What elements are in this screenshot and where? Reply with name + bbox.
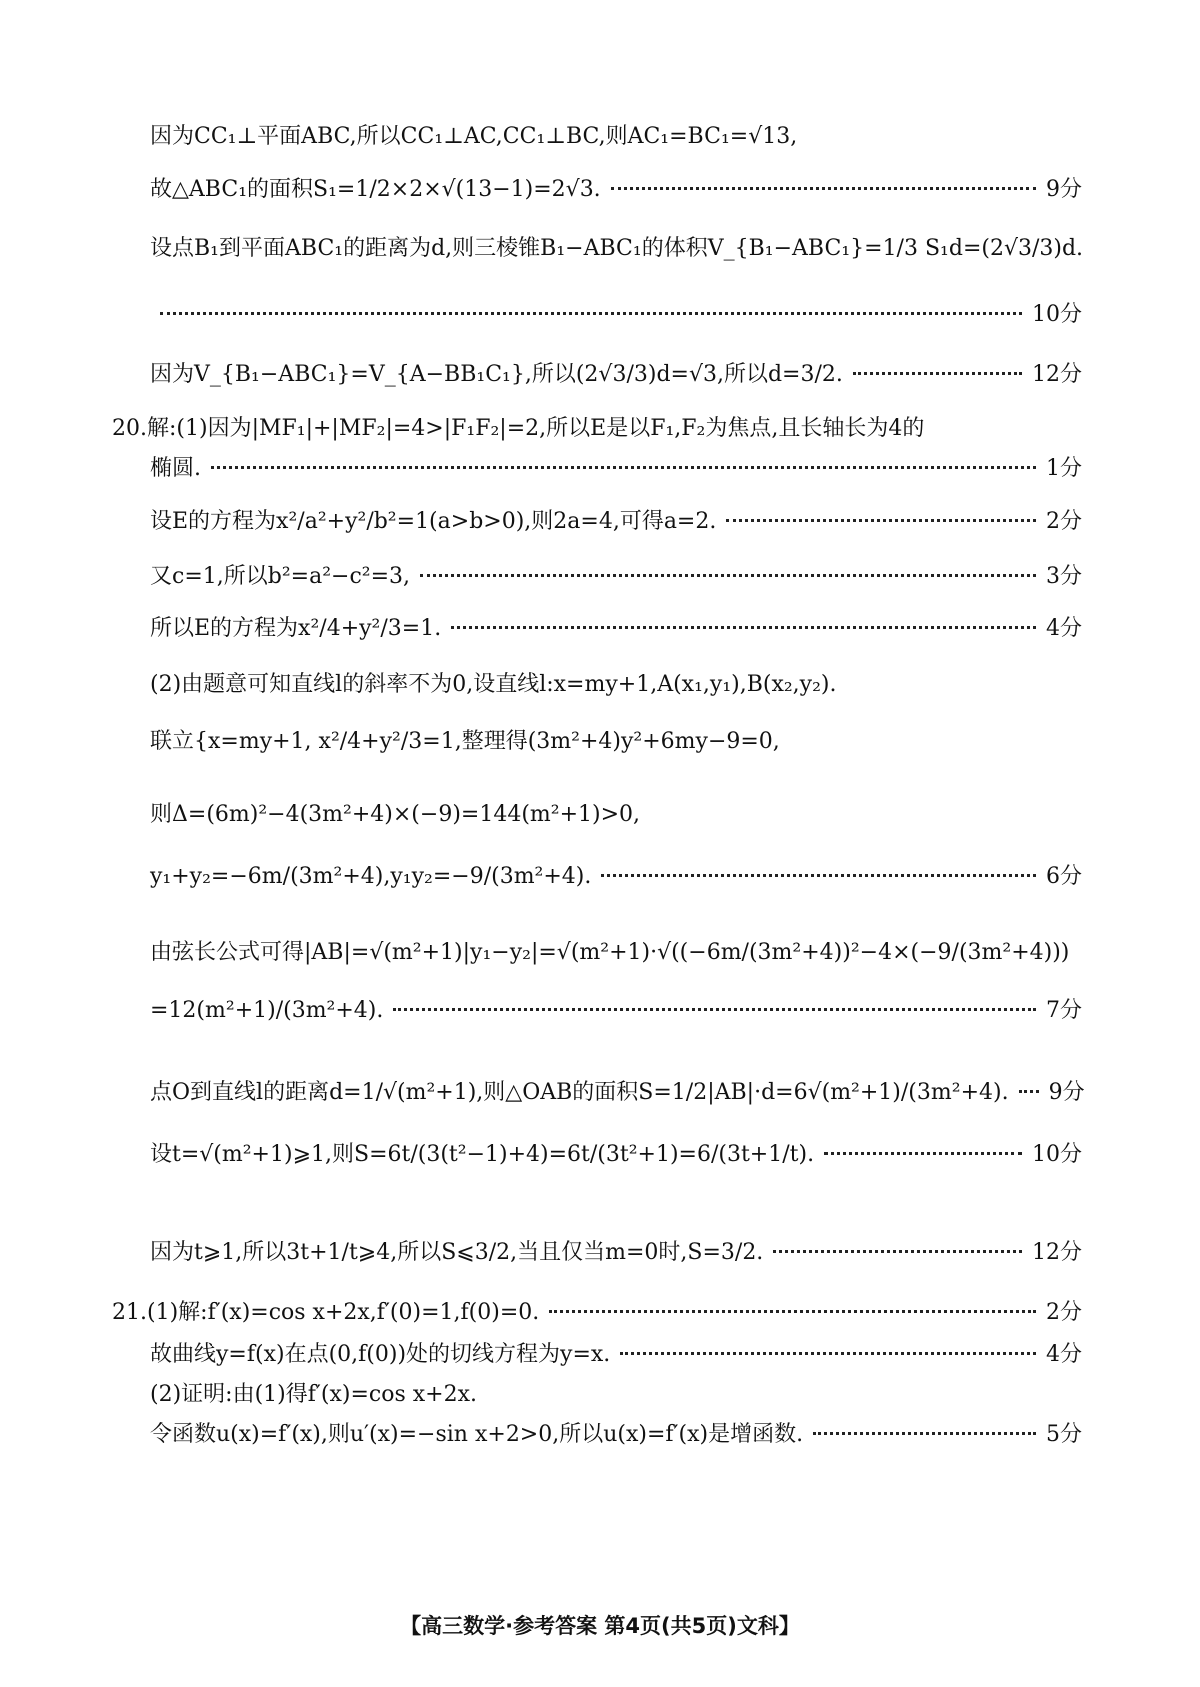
line-text: 因为t⩾1,所以3t+1/t⩾4,所以S⩽3/2,当且仅当m=0时,S=3/2. xyxy=(150,1240,764,1265)
answer-line xyxy=(150,1238,1082,1268)
answer-line xyxy=(150,996,1082,1026)
score-mark: 4分 xyxy=(1046,1342,1082,1367)
dot-leader xyxy=(420,574,1036,577)
dot-leader xyxy=(773,1250,1022,1253)
score-mark: 7分 xyxy=(1046,998,1082,1023)
answer-line xyxy=(150,800,1082,830)
line-text: 设t=√(m²+1)⩾1,则S=6t/(3(t²−1)+4)=6t/(3t²+1)=6/(3t+1/t). xyxy=(150,1142,815,1167)
answer-line xyxy=(150,862,1082,892)
line-text: 设E的方程为x²/a²+y²/b²=1(a>b>0),则2a=4,可得a=2. xyxy=(150,509,717,534)
answer-line xyxy=(150,122,1082,152)
dot-leader xyxy=(160,312,1022,315)
score-mark: 6分 xyxy=(1046,864,1082,889)
answer-line xyxy=(150,360,1082,390)
dot-leader xyxy=(549,1310,1036,1313)
dot-leader xyxy=(393,1008,1036,1011)
answer-line xyxy=(150,670,1082,700)
score-mark: 12分 xyxy=(1032,1240,1082,1265)
line-text: 又c=1,所以b²=a²−c²=3, xyxy=(150,564,411,589)
dot-leader xyxy=(824,1152,1022,1155)
answer-line xyxy=(150,1078,1085,1108)
answer-line xyxy=(150,234,1082,264)
line-text: 椭圆. xyxy=(150,456,201,481)
line-text: 故△ABC₁的面积S₁=1/2×2×√(13−1)=2√3. xyxy=(150,177,601,202)
dot-leader xyxy=(726,519,1036,522)
score-mark: 2分 xyxy=(1046,509,1082,534)
score-mark: 9分 xyxy=(1048,1080,1085,1105)
line-text: 故曲线y=f(x)在点(0,f(0))处的切线方程为y=x. xyxy=(150,1342,611,1367)
answer-line xyxy=(150,507,1082,537)
score-mark: 1分 xyxy=(1046,456,1082,481)
answer-line xyxy=(112,414,1082,444)
answer-line xyxy=(150,562,1082,592)
line-text: 20.解:(1)因为|MF₁|+|MF₂|=4>|F₁F₂|=2,所以E是以F₁,F₂为焦点,且长轴长为4的 xyxy=(112,416,925,441)
answer-line xyxy=(150,727,1082,757)
line-text: 联立{x=my+1, x²/4+y²/3=1,整理得(3m²+4)y²+6my−9=0, xyxy=(150,729,780,754)
line-text: 令函数u(x)=f′(x),则u′(x)=−sin x+2>0,所以u(x)=f′(x)是增函数. xyxy=(150,1422,804,1447)
line-text: (2)证明:由(1)得f′(x)=cos x+2x. xyxy=(150,1382,477,1407)
answer-line xyxy=(150,1420,1082,1450)
dot-leader xyxy=(620,1352,1036,1355)
answer-line xyxy=(150,300,1082,330)
answer-line xyxy=(150,175,1082,205)
score-mark: 12分 xyxy=(1032,362,1082,387)
line-text: 所以E的方程为x²/4+y²/3=1. xyxy=(150,616,442,641)
dot-leader xyxy=(853,372,1022,375)
line-text: =12(m²+1)/(3m²+4). xyxy=(150,998,384,1023)
line-text: 因为CC₁⊥平面ABC,所以CC₁⊥AC,CC₁⊥BC,则AC₁=BC₁=√13, xyxy=(150,124,798,149)
dot-leader xyxy=(451,626,1036,629)
score-mark: 4分 xyxy=(1046,616,1082,641)
line-text: 点O到直线l的距离d=1/√(m²+1),则△OAB的面积S=1/2|AB|·d=6√(m²+1)/(3m²+4). xyxy=(150,1080,1009,1105)
answer-line xyxy=(150,454,1082,484)
dot-leader xyxy=(1019,1090,1039,1093)
answer-line xyxy=(150,938,1082,968)
answer-line xyxy=(150,614,1082,644)
score-mark: 10分 xyxy=(1032,302,1082,327)
score-mark: 5分 xyxy=(1046,1422,1082,1447)
score-mark: 3分 xyxy=(1046,564,1082,589)
score-mark: 10分 xyxy=(1032,1142,1082,1167)
line-text: y₁+y₂=−6m/(3m²+4),y₁y₂=−9/(3m²+4). xyxy=(150,864,592,889)
line-text: 则Δ=(6m)²−4(3m²+4)×(−9)=144(m²+1)>0, xyxy=(150,802,641,827)
answer-line xyxy=(150,1140,1082,1170)
dot-leader xyxy=(611,187,1036,190)
answer-line xyxy=(150,1380,1082,1410)
dot-leader xyxy=(601,874,1036,877)
dot-leader xyxy=(211,466,1036,469)
line-text: 因为V_{B₁−ABC₁}=V_{A−BB₁C₁},所以(2√3/3)d=√3,所以d=3/2. xyxy=(150,362,843,387)
line-text: 由弦长公式可得|AB|=√(m²+1)|y₁−y₂|=√(m²+1)·√((−6m/(3m²+4))²−4×(−9/(3m²+4))) xyxy=(150,940,1070,965)
score-mark: 2分 xyxy=(1046,1300,1082,1325)
page-footer: 【高三数学·参考答案 第4页(共5页)文科】 xyxy=(400,1614,800,1638)
line-text: (2)由题意可知直线l的斜率不为0,设直线l:x=my+1,A(x₁,y₁),B(x₂,y₂). xyxy=(150,672,837,697)
line-text: 21.(1)解:f′(x)=cos x+2x,f′(0)=1,f(0)=0. xyxy=(112,1300,540,1325)
answer-line xyxy=(112,1298,1082,1328)
answer-line xyxy=(150,1340,1082,1370)
line-text: 设点B₁到平面ABC₁的距离为d,则三棱锥B₁−ABC₁的体积V_{B₁−ABC₁}=1/3 S₁d=(2√3/3)d. xyxy=(150,236,1084,261)
dot-leader xyxy=(813,1432,1036,1435)
score-mark: 9分 xyxy=(1046,177,1082,202)
